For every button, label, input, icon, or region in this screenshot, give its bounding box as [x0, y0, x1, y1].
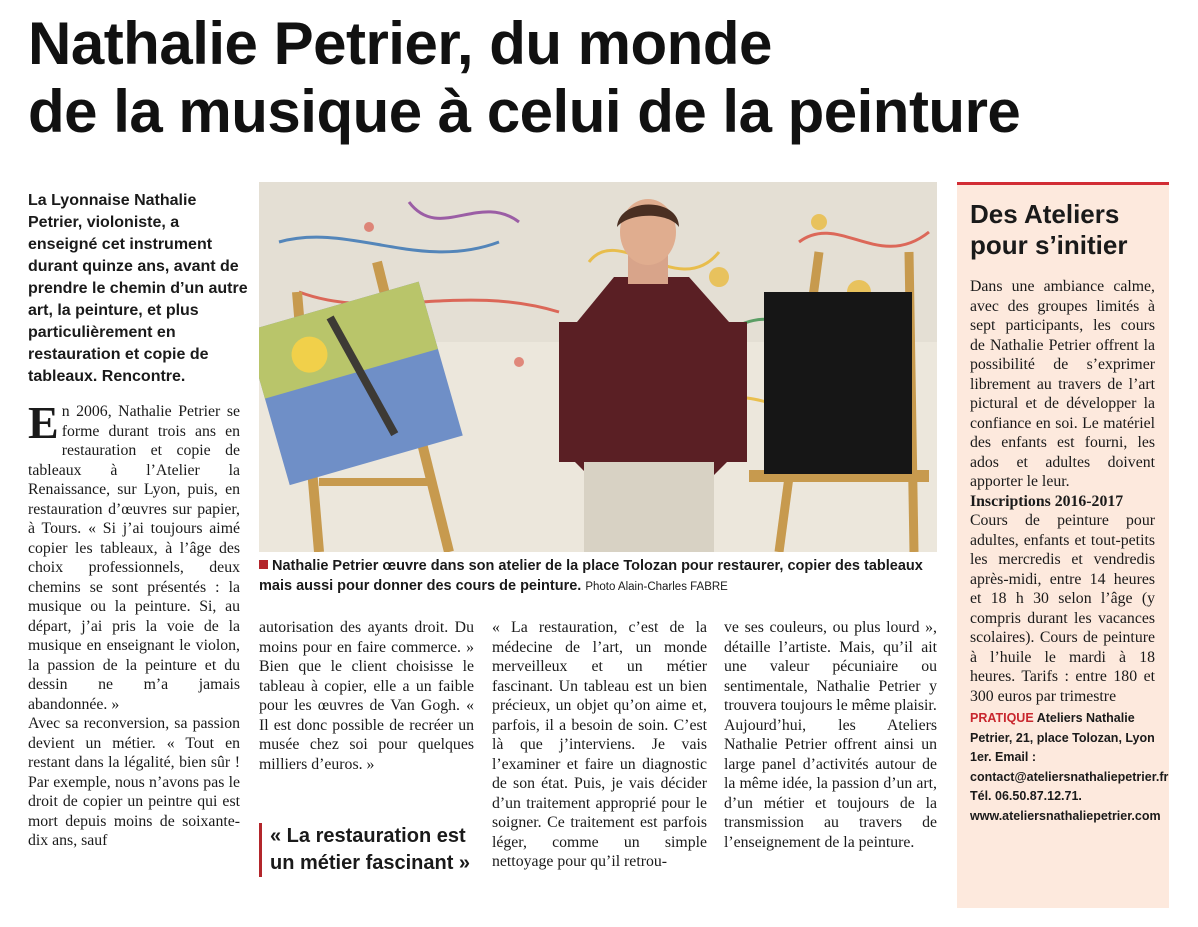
article-photo — [259, 182, 937, 552]
headline — [28, 10, 1178, 146]
body-paragraph: « La restauration, c’est de la médecine de l’art, un monde merveilleux et un métier fascinant. Un tableau est un bien précieux, un objet qu’on aime et, parfois, il a besoin de soin. C’est là que j’interviens. Je vais l’examiner et faire un diagnostic de son état. Puis, je vais décider d’un traitement approprié pour le soigner. Ce traitement est parfois léger, comme un simple nettoyage pour qu’il retrou- — [492, 619, 707, 870]
body-paragraph: ve ses couleurs, ou plus lourd », détaille l’artiste. Mais, qu’il ait une valeur pécuniaire ou sentimentale, Nathalie Petrier y trouvera toujours le même plaisir. — [724, 619, 937, 714]
pull-quote: « La restauration est un métier fascinant » — [259, 823, 480, 877]
sidebar-paragraph: Cours de peinture pour adultes, enfants et tout-petits les mercredis et vendredis après-midi, entre 14 heures et 18 h 30 selon l’âge (y compris durant les vacances scolaires). Cours de peinture à l’huile le mardi à 18 heures. Tarifs : entre 180 et 300 euros par trimestre — [970, 512, 1155, 705]
body-paragraph: autorisation des ayants droit. Du moins pour en faire commerce. » Bien que le client choisisse le tableau à copier, elle a un faible pour les œuvres de Van Gogh. « Il est donc possible de recréer un musée chez soi pour quelques milliers d’euros. » — [259, 619, 474, 773]
photo-credit: Photo Alain-Charles FABRE — [585, 581, 728, 593]
practical-label: PRATIQUE — [970, 711, 1034, 725]
text-column-1 — [28, 397, 240, 851]
caption-text: Nathalie Petrier œuvre dans son atelier de la place Tolozan pour restaurer, copier des tableaux mais aussi pour donner des cours de peinture. — [259, 558, 923, 594]
body-paragraph: Avec sa reconversion, sa passion devient un métier. « Tout en restant dans la légalité, bien sûr ! Par exemple, nous n’avons pas le droit de copier un peintre qui est mort depuis moins de soixante-dix ans, sauf — [28, 715, 240, 849]
sidebar-paragraph: Dans une ambiance calme, avec des groupes limités à sept participants, les cours de Nathalie Petrier offrent la possibilité de s’exprimer librement au travers de l’art pictural et de développer la confiance en soi. Le matériel des enfants est fourni, les ados et adultes doivent apporter le leur. — [970, 278, 1155, 490]
caption-marker — [259, 560, 268, 569]
drop-cap: E — [28, 397, 59, 448]
lead-paragraph: La Lyonnaise Nathalie Petrier, violoniste, a enseigné cet instrument durant quinze ans, avant de prendre le chemin d’un autre art, la peinture, et plus particulièrement en restauration et copie de tableaux. Rencontre. — [28, 192, 248, 385]
photo-caption — [259, 556, 937, 597]
text-column-3 — [492, 618, 707, 872]
sidebar-subhead: Inscriptions 2016-2017 — [970, 492, 1124, 510]
body-paragraph: Aujourd’hui, les Ateliers Nathalie Petrier offrent ainsi un large panel d’activités autour de la même idée, la passion d’un art, d’un métier et toujours de la transmission au travers de l’enseignement de la peinture. — [724, 716, 937, 851]
headline-line-2: de la musique à celui de la peinture — [28, 78, 1021, 145]
sidebar-box — [957, 182, 1169, 908]
sidebar-title: Des Ateliers pour s’initier — [970, 199, 1128, 260]
painter-in-studio-image — [259, 182, 937, 552]
body-paragraph: n 2006, Nathalie Petrier se forme durant trois ans en restauration et copie de tableaux à l’Atelier la Renaissance, sur Lyon, puis, en restauration d’œuvres sur papier, à Tours. « Si j’ai toujours aimé copier les tableaux, à l’âge des choix professionnels, deux chemins se sont présentés : la musique ou la peinture. Si, au départ, j’ai pris la voie de la musique en enseignant le violon, la passion de la peinture et du dessin ne m’a jamais abandonnée. » — [28, 403, 240, 713]
headline-line-1: Nathalie Petrier, du monde — [28, 10, 772, 77]
practical-info — [970, 709, 1169, 826]
text-column-4 — [724, 618, 937, 852]
text-column-2 — [259, 618, 474, 774]
practical-text: Ateliers Nathalie Petrier, 21, place Tolozan, Lyon 1er. Email : contact@ateliersnathaliepetrier.fr Tél. 06.50.87.12.71. www.ateliersnathaliepetrier.com — [970, 711, 1169, 823]
